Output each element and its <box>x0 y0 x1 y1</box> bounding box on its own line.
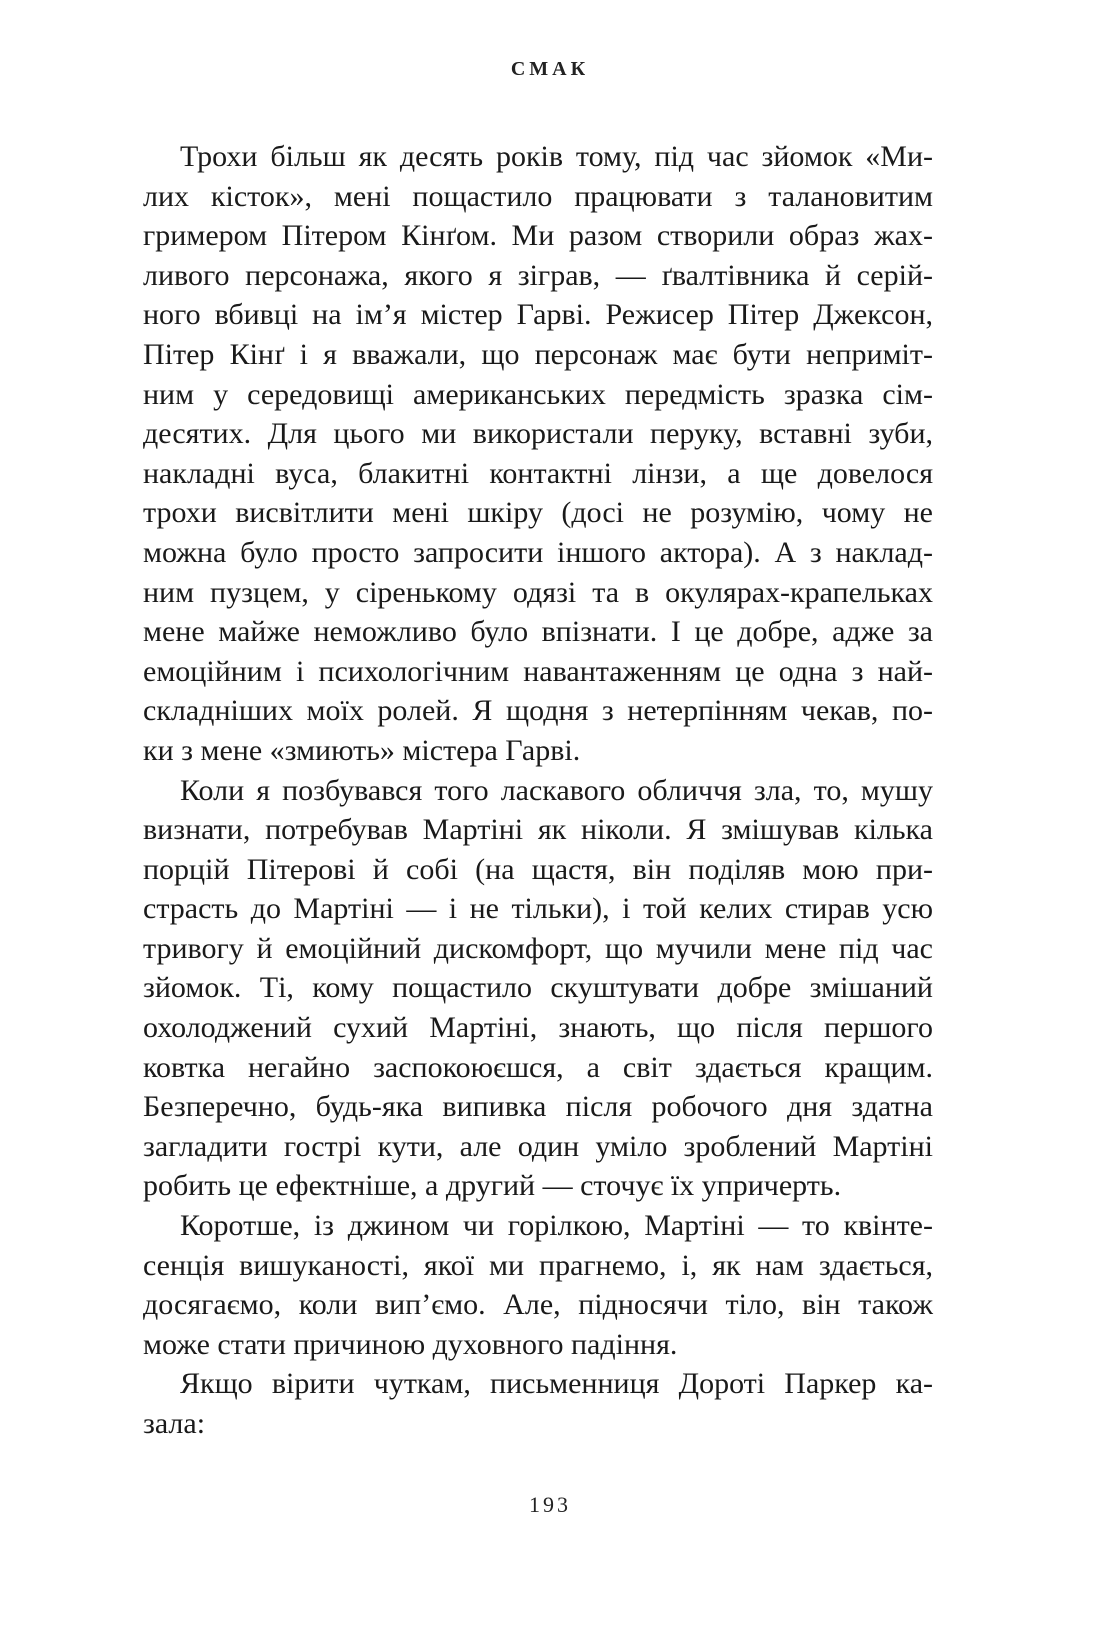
text-line: порцій Пітерові й собі (на щастя, він поділяв мою при- <box>143 852 933 886</box>
running-head: СМАК <box>510 58 590 80</box>
text-line: трохи висвітлити мені шкіру (досі не розумію, чому не <box>143 496 933 530</box>
text-line: досягаємо, коли вип’ємо. Але, підносячи тіло, він також <box>143 1288 933 1322</box>
text-line: накладні вуса, блакитні контактні лінзи, а ще довелося <box>143 456 933 490</box>
text-line: десятих. Для цього ми використали перуку, вставні зуби, <box>143 417 933 451</box>
paragraph <box>143 137 933 771</box>
page-number: 193 <box>529 1492 571 1517</box>
text-line: емоційним і психологічним навантаженням це одна з най- <box>143 654 933 688</box>
text-line: ним пузцем, у сіренькому одязі та в окулярах-крапельках <box>143 575 933 609</box>
body-text <box>143 137 933 1444</box>
text-line: Коротше, із джином чи горілкою, Мартіні — то квінте- <box>180 1209 933 1243</box>
text-line: зала: <box>143 1407 206 1440</box>
text-line: зйомок. Ті, кому пощастило скуштувати добре змішаний <box>143 971 933 1005</box>
text-line: страсть до Мартіні — і не тільки), і той келих стирав усю <box>143 892 933 926</box>
text-line: Якщо вірити чуткам, письменниця Дороті Паркер ка- <box>180 1367 933 1401</box>
text-line: Пітер Кінґ і я вважали, що персонаж має бути неприміт- <box>143 337 933 371</box>
text-line: Трохи більш як десять років тому, під час зйомок «Ми- <box>180 140 933 173</box>
paragraph <box>143 1206 933 1364</box>
text-line: Коли я позбувався того ласкавого обличчя зла, то, мушу <box>180 773 933 807</box>
text-line: визнати, потребував Мартіні як ніколи. Я змішував кілька <box>143 813 933 847</box>
text-line: Безперечно, будь-яка випивка після робочого дня здатна <box>143 1090 933 1124</box>
text-line: робить це ефектніше, а другий — сточує їх упричерть. <box>143 1169 842 1203</box>
text-line: мене майже неможливо було впізнати. І це добре, адже за <box>143 615 933 649</box>
text-line: можна було просто запросити іншого актора). А з наклад- <box>143 535 933 569</box>
text-line: складніших моїх ролей. Я щодня з нетерпінням чекав, по- <box>143 694 933 728</box>
text-line: ки з мене «змиють» містера Гарві. <box>143 733 581 767</box>
text-line: загладити гострі кути, але один уміло зроблений Мартіні <box>143 1129 933 1163</box>
text-line: ним у середовищі американських передмість зразка сім- <box>143 377 933 411</box>
text-line: охолоджений сухий Мартіні, знають, що після першого <box>143 1011 933 1045</box>
paragraph <box>143 771 933 1207</box>
paragraph <box>143 1364 933 1443</box>
text-line: тривогу й емоційний дискомфорт, що мучили мене під час <box>143 931 933 965</box>
text-line: ковтка негайно заспокоюєшся, а світ здається кращим. <box>143 1050 933 1084</box>
text-line: гримером Пітером Кінґом. Ми разом створили образ жах- <box>143 219 933 253</box>
text-line: може стати причиною духовного падіння. <box>143 1327 678 1361</box>
text-line: сенція вишуканості, якої ми прагнемо, і, як нам здається, <box>143 1248 933 1282</box>
text-line: ливого персонажа, якого я зіграв, — ґвалтівника й серій- <box>143 258 933 292</box>
text-line: ного вбивці на ім’я містер Гарві. Режисер Пітер Джексон, <box>143 298 933 332</box>
text-line: лих кісток», мені пощастило працювати з талановитим <box>143 179 933 213</box>
